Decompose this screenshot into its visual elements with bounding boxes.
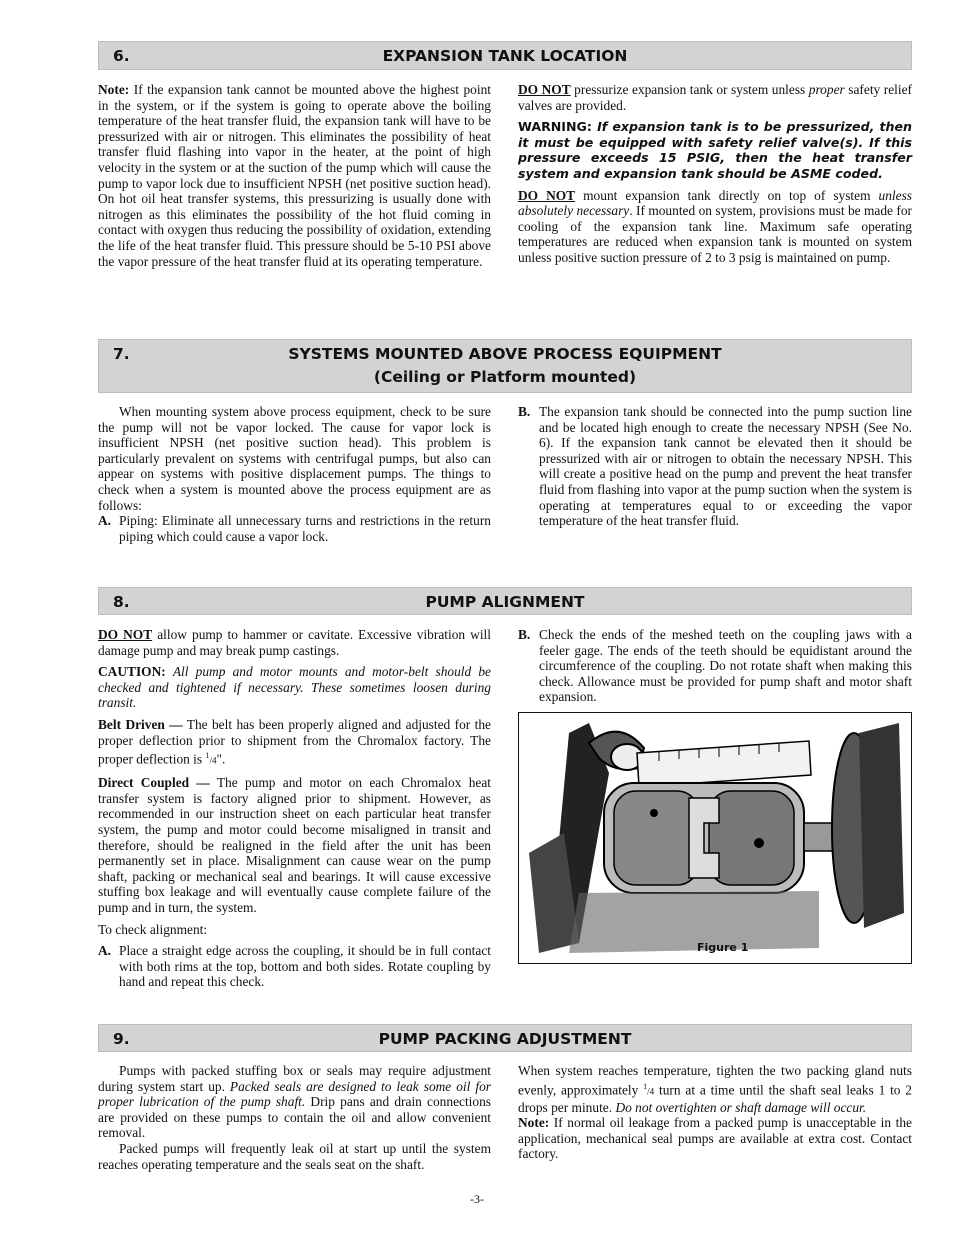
list-item-a: A. Place a straight edge across the coupling, it should be in full contact with both rims at the top, bottom and both sides. Rotate coupling by hand and repeat this check.	[98, 943, 491, 990]
direct-coupled-paragraph: Direct Coupled — The pump and motor on each Chromalox heat transfer system is factory aligned prior to shipment. However, as recommended in our instruction sheet on each particular heat transfer system, the pump and motor could become misaligned in transit and therefore, should be realigned in the field after the unit has been permanently set in place. Misalignment can cause wear on the pump shaft, packing or mechanical seal and bearings. It will cause excessive stuffing box leakage and will eventually cause complete failure of the pump and in turn, the system.	[98, 775, 491, 915]
note-paragraph: Note: If normal oil leakage from a packed pump is unacceptable in the application, mechanical seal pumps are available at extra cost. Contact factory.	[518, 1115, 912, 1162]
start-up-leak-paragraph: Packed pumps will frequently leak oil at start up until the system reaches operating temperature and the seals seat on the shaft.	[98, 1140, 491, 1172]
page-number: -3-	[470, 1192, 484, 1206]
section-title: PUMP ALIGNMENT	[425, 593, 585, 611]
section-8-right-column	[518, 627, 912, 705]
do-not-pressurize-paragraph: DO NOT pressurize expansion tank or system unless proper safety relief valves are provided.	[518, 82, 912, 113]
intro-paragraph: When mounting system above process equipment, check to be sure the pump will not be vapor locked. The cause for vapor lock is insufficient NPSH (net positive suction head). This problem is particularly prevalent on systems with centrifugal pumps, but also can appear on systems with positive displacement pumps. The things to check when a system is mounted above the process equipment are as follows:	[98, 404, 491, 513]
section-6-left-column	[98, 82, 491, 275]
to-check-label: To check alignment:	[98, 921, 208, 937]
section-7-header	[98, 339, 912, 393]
do-not-hammer-paragraph: DO NOT allow pump to hammer or cavitate. Excessive vibration will damage pump and may break pump castings.	[98, 627, 491, 658]
section-9-right-column	[518, 1063, 912, 1168]
section-6-right-column	[518, 82, 912, 272]
section-number: 6.	[113, 47, 130, 65]
section-7-right-column	[518, 404, 912, 529]
section-9-header	[98, 1024, 912, 1052]
list-item-b: B. Check the ends of the meshed teeth on the coupling jaws with a feeler gage. The ends of the teeth should be equidistant around the circumference of the coupling. Do not rotate shaft when making this check. Allowance must be provided for pump shaft and motor shaft expansion.	[518, 627, 912, 705]
section-title: EXPANSION TANK LOCATION	[382, 47, 628, 65]
figure-1-coupling-photo	[518, 712, 912, 964]
tighten-gland-paragraph: When system reaches temperature, tighten the two packing gland nuts evenly, approximately $^1$/4 turn at a time until the shaft seal leaks 1 to 2 drops per minute. Do not overtighten or shaft damage will occur.	[518, 1063, 912, 1115]
section-subtitle: (Ceiling or Platform mounted)	[373, 368, 637, 386]
section-title: PUMP PACKING ADJUSTMENT	[378, 1030, 632, 1048]
belt-driven-paragraph: Belt Driven — The belt has been properly aligned and adjusted for the proper deflection prior to shipment from the Chromalox factory. The proper deflection is $^1$/4".	[98, 716, 491, 767]
note-paragraph: Note: If the expansion tank cannot be mounted above the highest point in the system, or if the system is going to operate above the boiling temperature of the heat transfer fluid, the expansion tank will have to be pressurized with air or nitrogen. This eliminates the possibility of heat transfer fluid flashing into vapor in the heater, at the point of high velocity in the system or at the suction of the pump which will cause the pump to vapor lock due to insufficient NPSH (net positive suction head). On hot oil heat transfer systems, this pressurizing is usually done with nitrogen as this eliminates the possibility of the hot fluid coming in contact with oxygen thus reducing the possibility of oxidation, extending the life of the heat transfer fluid. This pressure should be 5-10 PSI above the vapor pressure of the heat transfer fluid at its operating temperature.	[98, 82, 491, 269]
figure-caption: Figure 1	[697, 941, 749, 954]
packed-seals-paragraph: Pumps with packed stuffing box or seals may require adjustment during system start up. Packed seals are designed to leak some oil for proper lubrication of the pump shaft. Drip pans and drain connections are provided on these pumps to contain the oil and allow convenient removal.	[98, 1063, 491, 1141]
list-item-b: B. The expansion tank should be connected into the pump suction line and be located high enough to create the necessary NPSH (See No. 6). If the expansion tank cannot be elevated then it should be pressurized with air or nitrogen to obtain the necessary NPSH. This will create a positive head on the pump and prevent the heat transfer fluid from flashing into vapor at the pump suction when the system is operating at temperatures equal to or exceeding the vapor temperature of the heat transfer fluid.	[518, 404, 912, 529]
caution-paragraph: CAUTION: All pump and motor mounts and motor-belt should be checked and tightened if necessary. These sometimes loosen during transit.	[98, 664, 491, 711]
section-number: 9.	[113, 1030, 130, 1048]
section-number: 7.	[113, 345, 130, 363]
do-not-mount-paragraph: DO NOT mount expansion tank directly on top of system unless absolutely necessary. If mounted on system, provisions must be made for cooling of the expansion tank line. Maximum safe operating temperatures are reduced when expansion tank is mounted on system unless positive suction pressure of 2 to 3 psig is maintained on pump.	[518, 187, 913, 265]
section-8-left-column	[98, 627, 491, 990]
section-8-header	[98, 587, 912, 615]
section-6-header	[98, 41, 912, 70]
section-7-left-column	[98, 404, 491, 544]
section-number: 8.	[113, 593, 130, 611]
list-item-a: A. Piping: Eliminate all unnecessary turns and restrictions in the return piping which could cause a vapor lock.	[98, 513, 491, 544]
section-title: SYSTEMS MOUNTED ABOVE PROCESS EQUIPMENT	[288, 345, 722, 363]
section-9-left-column	[98, 1063, 491, 1178]
coupling-illustration	[519, 713, 910, 962]
warning-paragraph: WARNING: If expansion tank is to be pressurized, then it must be equipped with safety relief valve(s). If this pressure exceeds 15 PSIG, then the heat transfer system and expansion tank should be ASME coded.	[518, 119, 913, 181]
